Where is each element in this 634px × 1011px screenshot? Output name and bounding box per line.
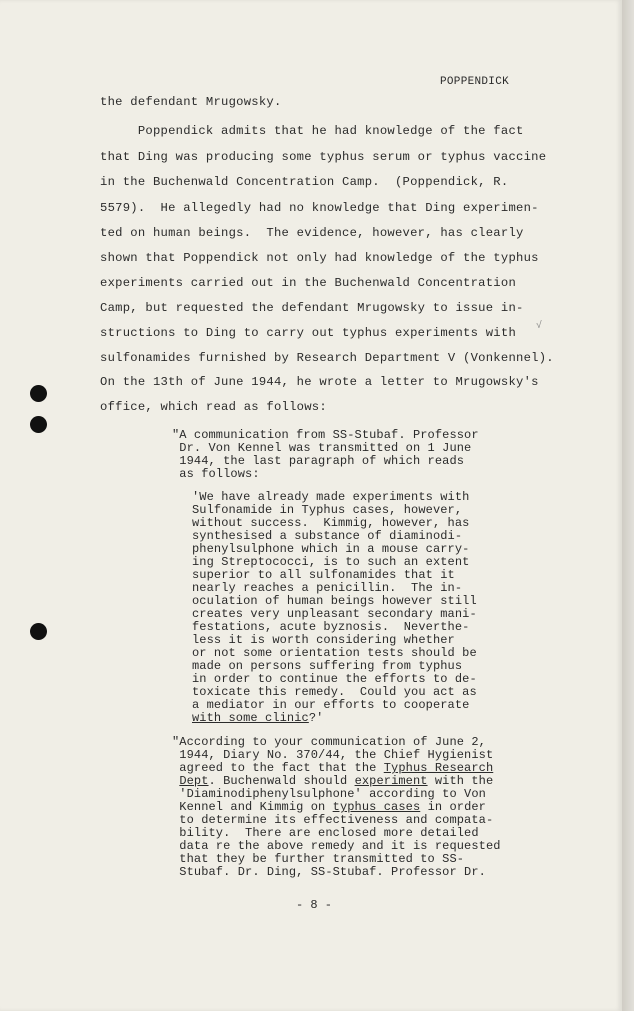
quote-line: Dr. Von Kennel was transmitted on 1 June [172,441,472,455]
punch-hole [30,623,47,640]
quote-line: 1944, Diary No. 370/44, the Chief Hygienist [172,748,494,762]
quote-line: 1944, the last paragraph of which reads [172,454,465,468]
body-line: office, which read as follows: [100,400,327,414]
nested-quote-line: or not some orientation tests should be [192,646,477,660]
body-line: sulfonamides furnished by Research Department V (Vonkennel). [100,351,554,365]
quote-line: to determine its effectiveness and compata- [172,813,494,827]
nested-quote-line: 'We have already made experiments with [192,490,470,504]
quote-line: 'Diaminodiphenylsulphone' according to Von [172,787,486,801]
nested-quote-line: made on persons suffering from typhus [192,659,463,673]
body-line: that Ding was producing some typhus serum or typhus vaccine [100,150,547,164]
nested-quote-line: in order to continue the efforts to de- [192,672,477,686]
punch-hole [30,385,47,402]
body-line: the defendant Mrugowsky. [100,95,282,109]
body-line: structions to Ding to carry out typhus experiments with [100,326,517,340]
quote-line: data re the above remedy and it is requested [172,839,501,853]
nested-quote-line: superior to all sulfonamides that it [192,568,455,582]
quote-line: "According to your communication of June 2, [172,735,486,749]
page-edge [622,0,634,1011]
nested-quote-line: oculation of human beings however still [192,594,477,608]
body-line: Camp, but requested the defendant Mrugowsky to issue in- [100,301,524,315]
body-line: shown that Poppendick not only had knowledge of the typhus [100,251,539,265]
page-number: - 8 - [296,898,333,912]
header-title: POPPENDICK [440,76,510,88]
nested-quote-line: less it is worth considering whether [192,633,455,647]
nested-quote-line: with some clinic?' [192,711,324,725]
nested-quote-line: nearly reaches a penicillin. The in- [192,581,463,595]
body-line: On the 13th of June 1944, he wrote a letter to Mrugowsky's [100,375,539,389]
nested-quote-line: festations, acute byznosis. Neverthe- [192,620,470,634]
quote-line: agreed to the fact that the Typhus Research [172,761,494,775]
quote-line: "A communication from SS-Stubaf. Professor [172,428,479,442]
body-line: in the Buchenwald Concentration Camp. (Poppendick, R. [100,175,509,189]
nested-quote-line: synthesised a substance of diaminodi- [192,529,463,543]
quote-line: Stubaf. Dr. Ding, SS-Stubaf. Professor Dr. [172,865,486,879]
nested-quote-line: creates very unpleasant secondary mani- [192,607,477,621]
margin-check-mark: √ [536,321,543,332]
quote-line: Dept. Buchenwald should experiment with the [179,774,494,788]
nested-quote-line: ing Streptococci, is to such an extent [192,555,470,569]
quote-line: Kennel and Kimmig on typhus cases in order [172,800,486,814]
quote-line: as follows: [172,467,260,481]
quote-line: that they be further transmitted to SS- [172,852,465,866]
quote-line: bility. There are enclosed more detailed [172,826,479,840]
body-line: experiments carried out in the Buchenwald Concentration [100,276,517,290]
nested-quote-line: Sulfonamide in Typhus cases, however, [192,503,463,517]
body-line: 5579). He allegedly had no knowledge that Ding experimen- [100,201,539,215]
nested-quote-line: toxicate this remedy. Could you act as [192,685,477,699]
nested-quote-line: without success. Kimmig, however, has [192,516,470,530]
body-line: ted on human beings. The evidence, however, has clearly [100,226,524,240]
nested-quote-line: phenylsulphone which in a mouse carry- [192,542,470,556]
punch-hole [30,416,47,433]
nested-quote-line: a mediator in our efforts to cooperate [192,698,470,712]
body-line: Poppendick admits that he had knowledge of the fact [100,124,524,138]
